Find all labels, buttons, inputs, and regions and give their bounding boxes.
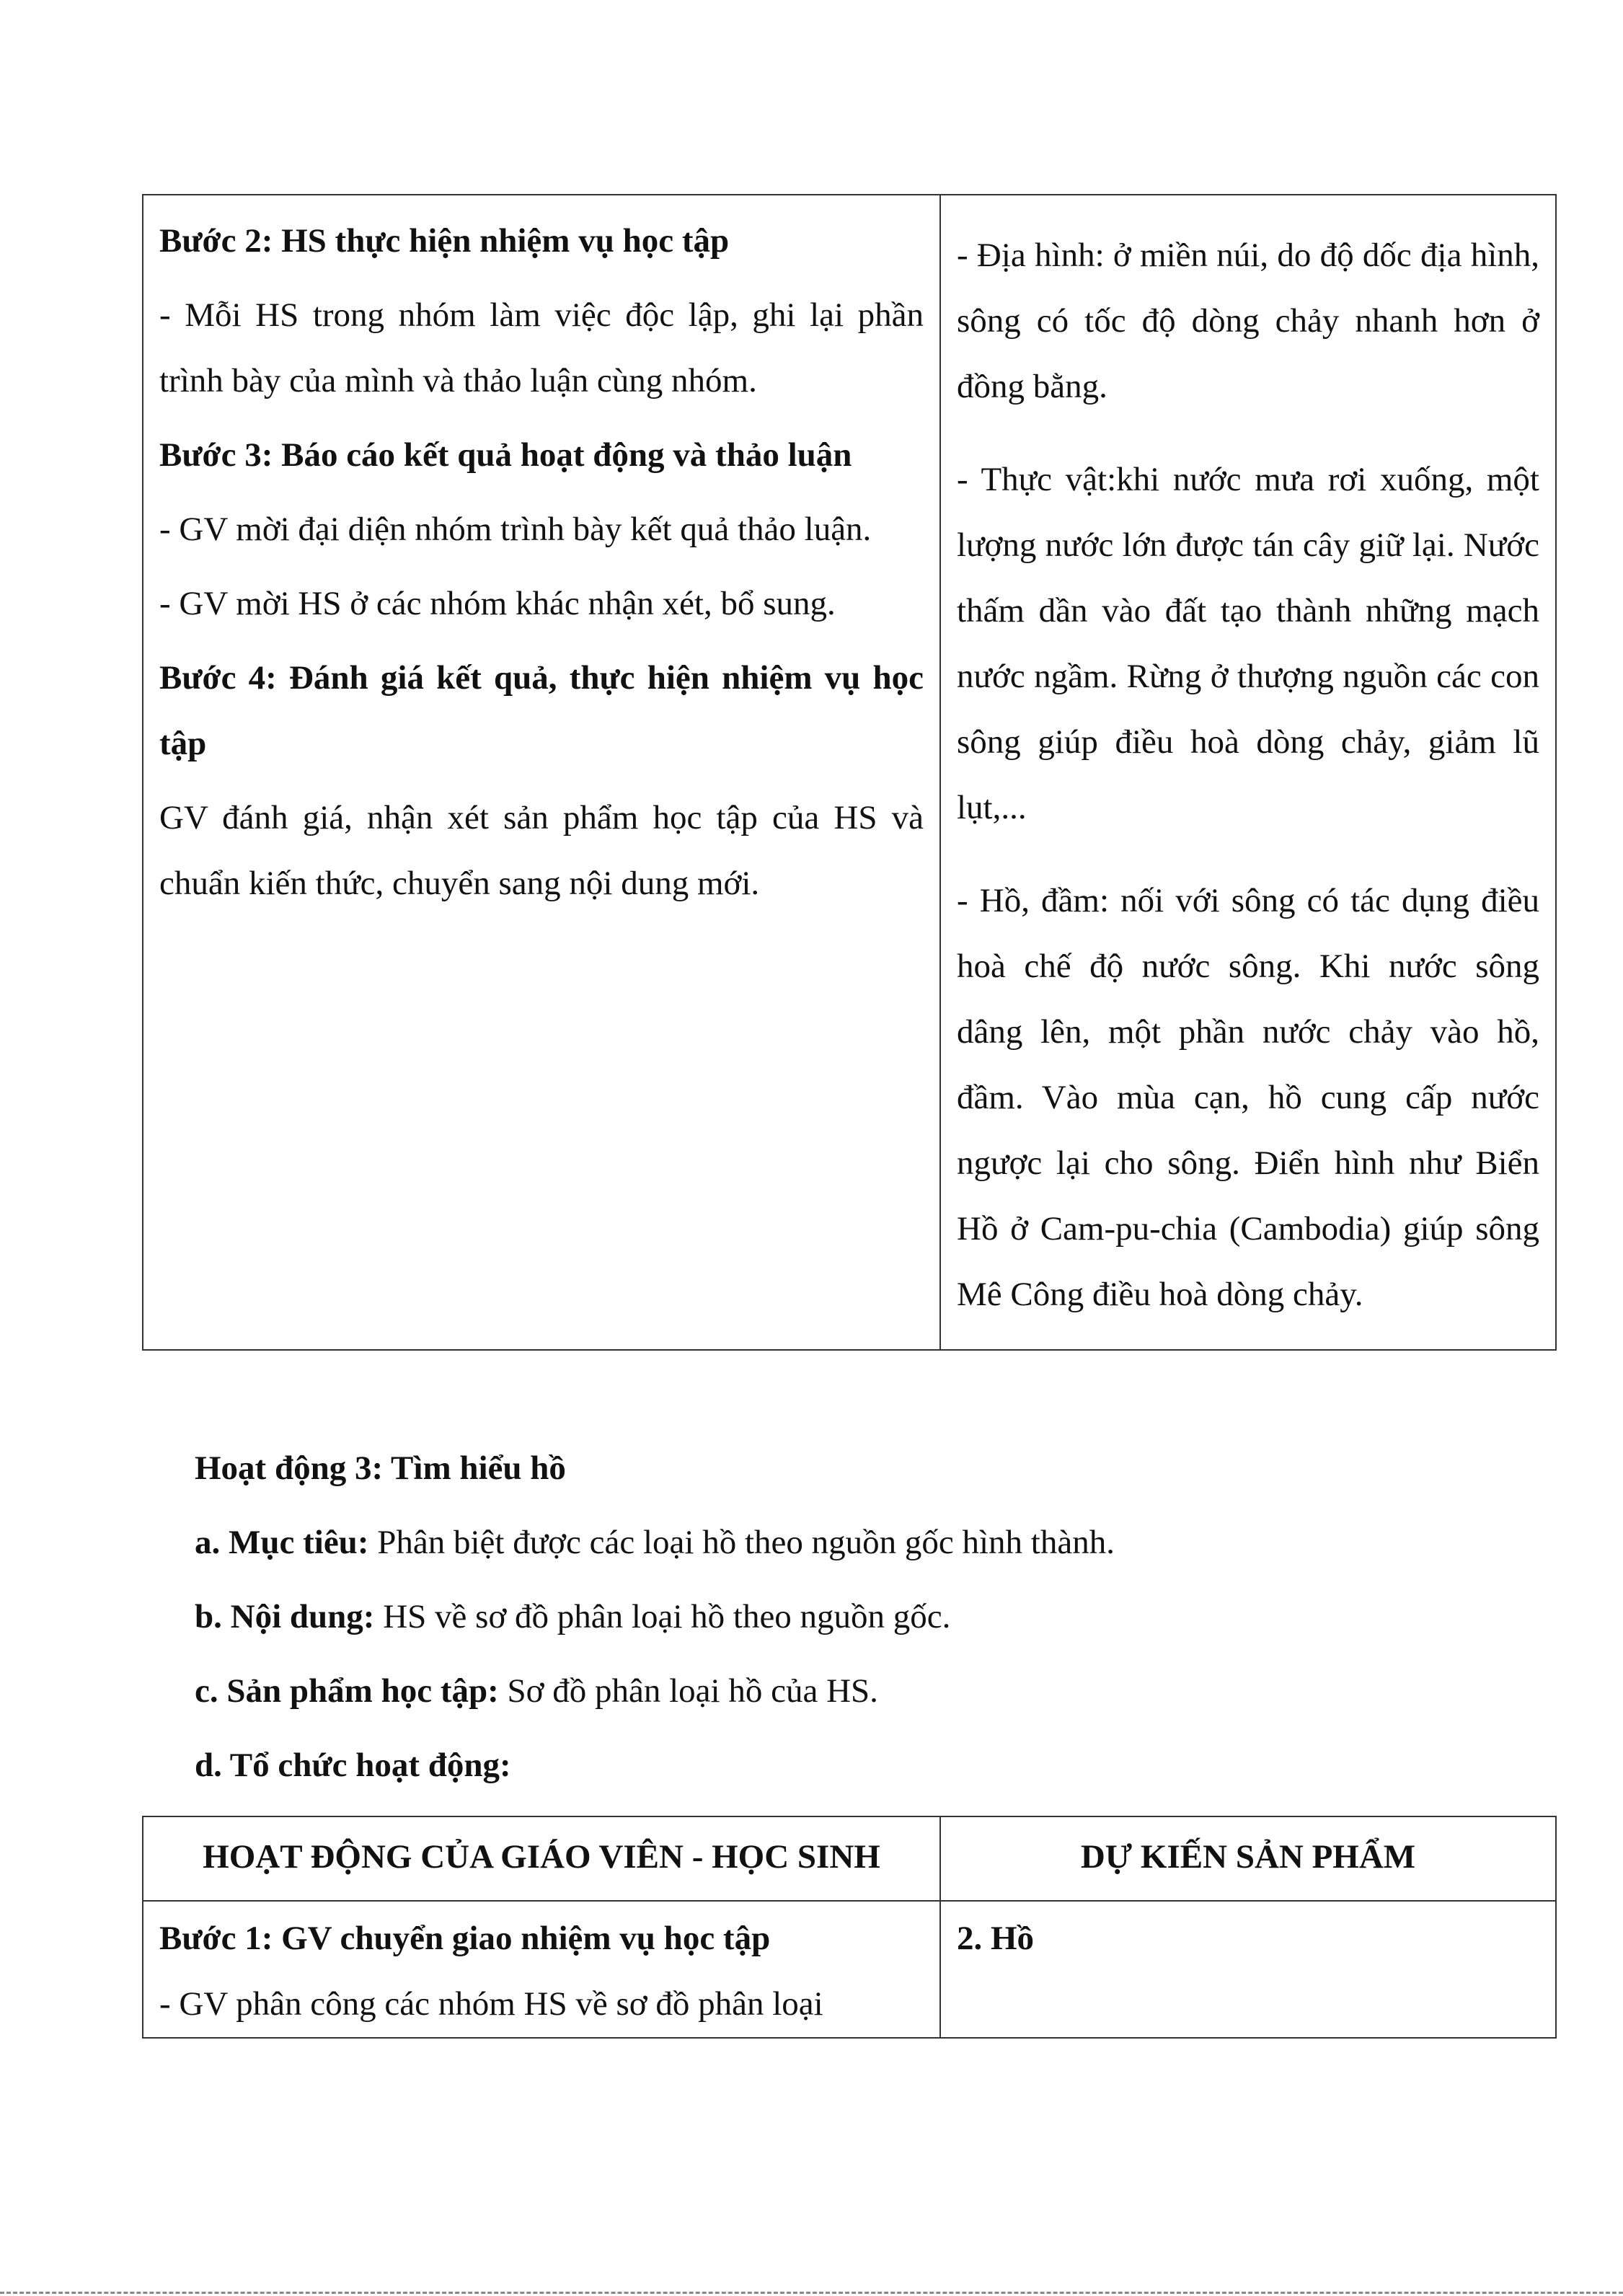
table-row — [143, 1901, 1556, 2038]
table-row — [143, 195, 1556, 1350]
step4-heading: Bước 4: Đánh giá kết quả, thực hiện nhiệm vụ học tập — [159, 659, 924, 762]
expected-product-cell — [940, 195, 1556, 1350]
lake-factor-text: - Hồ, đầm: nối với sông có tác dụng điều hoà chế độ nước sông. Khi nước sông dâng lên, một phần nước chảy vào hồ, đầm. Vào mùa cạn, hồ cung cấp nước ngược lại cho sông. Điển hình như Biển Hồ ở Cam-pu-chia (Cambodia) giúp sông Mê Công điều hoà dòng chảy. — [957, 882, 1539, 1313]
terrain-factor-text: - Địa hình: ở miền núi, do độ dốc địa hình, sông có tốc độ dòng chảy nhanh hơn ở đồng bằng. — [957, 237, 1539, 405]
lake-section-heading: 2. Hồ — [957, 1920, 1035, 1957]
product-text: Sơ đồ phân loại hồ của HS. — [498, 1672, 878, 1710]
teacher-student-activity-cell — [143, 195, 940, 1350]
objective-label: a. Mục tiêu: — [195, 1524, 369, 1561]
content-line — [195, 1580, 1536, 1654]
activity-3-table — [142, 1816, 1557, 2039]
step2-text: - Mỗi HS trong nhóm làm việc độc lập, ghi lại phần trình bày của mình và thảo luận cùng nhóm. — [159, 296, 924, 399]
product-line — [195, 1654, 1536, 1728]
step3-heading: Bước 3: Báo cáo kết quả hoạt động và thảo luận — [159, 436, 852, 474]
content-label: b. Nội dung: — [195, 1598, 375, 1635]
activity-3-section — [195, 1431, 1536, 1803]
step3-text-1: - GV mời đại diện nhóm trình bày kết quả thảo luận. — [159, 511, 872, 548]
column-header-product: DỰ KIẾN SẢN PHẨM — [940, 1816, 1556, 1901]
page-bottom-divider — [0, 2292, 1623, 2296]
content-text: HS về sơ đồ phân loại hồ theo nguồn gốc. — [374, 1598, 951, 1635]
objective-line — [195, 1506, 1536, 1580]
column-header-activity: HOẠT ĐỘNG CỦA GIÁO VIÊN - HỌC SINH — [143, 1816, 940, 1901]
objective-text: Phân biệt được các loại hồ theo nguồn gốc hình thành. — [368, 1524, 1115, 1561]
expected-product-cell — [940, 1901, 1556, 2038]
teacher-student-activity-cell — [143, 1901, 940, 2038]
activity-title: Hoạt động 3: Tìm hiểu hồ — [195, 1449, 566, 1487]
organize-label: d. Tổ chức hoạt động: — [195, 1747, 511, 1784]
table-header-row — [143, 1816, 1556, 1901]
step1-text: - GV phân công các nhóm HS về sơ đồ phân loại — [159, 1985, 823, 2023]
step1-heading: Bước 1: GV chuyển giao nhiệm vụ học tập — [159, 1920, 771, 1957]
step2-heading: Bước 2: HS thực hiện nhiệm vụ học tập — [159, 222, 730, 260]
step4-text: GV đánh giá, nhận xét sản phẩm học tập của HS và chuẩn kiến thức, chuyển sang nội dung mới. — [159, 799, 924, 902]
vegetation-factor-text: - Thực vật:khi nước mưa rơi xuống, một lượng nước lớn được tán cây giữ lại. Nước thấm dần vào đất tạo thành những mạch nước ngầm. Rừng ở thượng nguồn các con sông giúp điều hoà dòng chảy, giảm lũ lụt,... — [957, 461, 1539, 826]
step3-text-2: - GV mời HS ở các nhóm khác nhận xét, bổ sung. — [159, 585, 836, 622]
activity-table-continued — [142, 194, 1557, 1351]
product-label: c. Sản phẩm học tập: — [195, 1672, 499, 1710]
